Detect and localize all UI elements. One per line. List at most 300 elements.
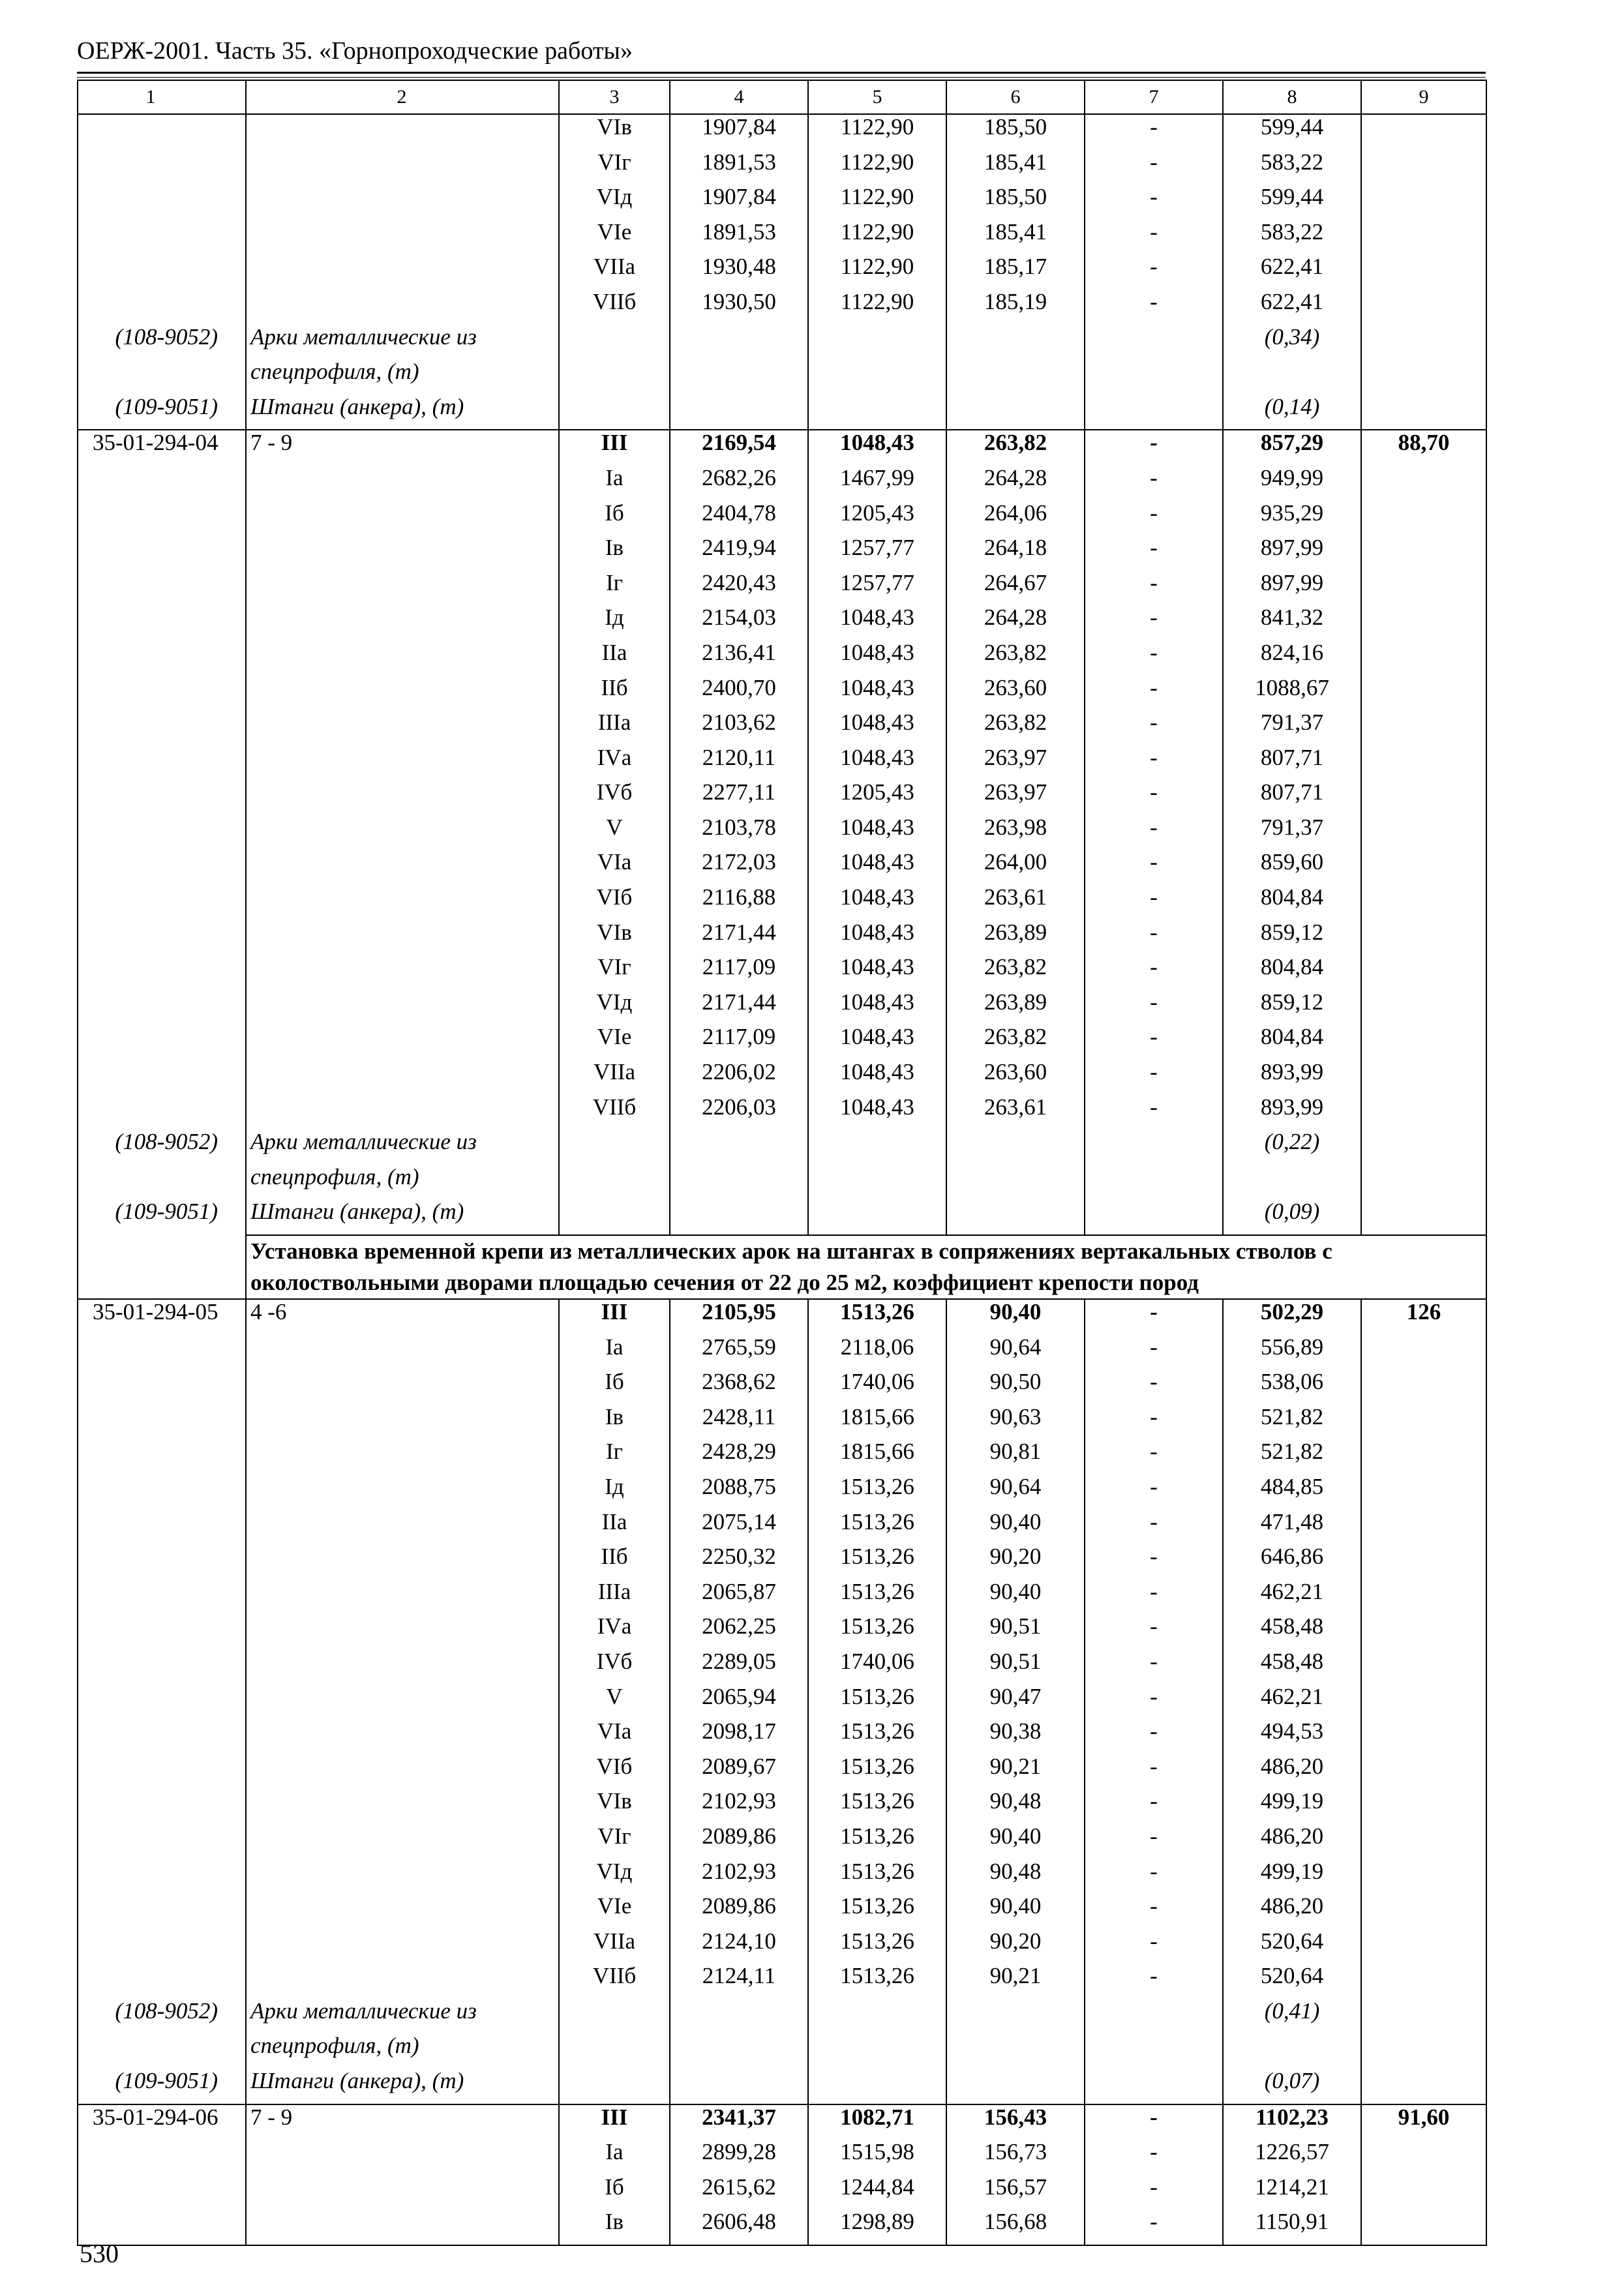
direct-cost: 2117,09 xyxy=(670,955,808,990)
rock-hardness xyxy=(246,1614,559,1649)
rock-hardness xyxy=(246,1719,559,1754)
materials-cost: 599,44 xyxy=(1223,185,1361,220)
machine-operation: 263,61 xyxy=(946,885,1085,920)
direct-cost: 2428,11 xyxy=(670,1405,808,1440)
empty-cell xyxy=(1223,2033,1361,2069)
column-header-2: 2 xyxy=(246,80,559,114)
wages: 1048,43 xyxy=(808,430,946,466)
machine-operation: 263,82 xyxy=(946,1025,1085,1060)
rock-hardness xyxy=(246,815,559,850)
materials-cost: 1102,23 xyxy=(1223,2104,1361,2140)
labor-cost xyxy=(1361,1684,1486,1720)
rock-hardness xyxy=(246,2209,559,2245)
labor-cost xyxy=(1361,1060,1486,1095)
price-code xyxy=(78,2140,246,2175)
machine-operation: 90,48 xyxy=(946,1789,1085,1824)
machinist-wages: - xyxy=(1085,535,1223,571)
empty-cell xyxy=(1085,2069,1223,2104)
wages: 1048,43 xyxy=(808,990,946,1025)
machinist-wages: - xyxy=(1085,780,1223,815)
materials-cost: 583,22 xyxy=(1223,150,1361,185)
direct-cost: 2404,78 xyxy=(670,501,808,536)
material-code: (109-9051) xyxy=(78,395,246,430)
region-class: III xyxy=(559,430,670,466)
labor-cost xyxy=(1361,1859,1486,1894)
empty-cell xyxy=(670,395,808,430)
material-row xyxy=(78,395,1486,430)
labor-cost xyxy=(1361,1964,1486,1999)
labor-cost xyxy=(1361,1510,1486,1545)
empty-cell xyxy=(559,395,670,430)
price-code xyxy=(78,1684,246,1720)
machinist-wages: - xyxy=(1085,150,1223,185)
labor-cost xyxy=(1361,254,1486,290)
material-row xyxy=(78,1999,1486,2034)
wages: 1048,43 xyxy=(808,815,946,850)
rock-hardness xyxy=(246,710,559,745)
region-class: Iд xyxy=(559,605,670,640)
machine-operation: 90,64 xyxy=(946,1335,1085,1370)
machinist-wages: - xyxy=(1085,1754,1223,1789)
machinist-wages: - xyxy=(1085,1579,1223,1615)
empty-cell xyxy=(946,2069,1085,2104)
section-title-row xyxy=(78,1235,1486,1299)
machine-operation: 156,73 xyxy=(946,2140,1085,2175)
price-code xyxy=(78,1649,246,1684)
materials-cost: 841,32 xyxy=(1223,605,1361,640)
column-header-row xyxy=(78,80,1486,114)
labor-cost xyxy=(1361,1335,1486,1370)
column-header-6: 6 xyxy=(946,80,1085,114)
machine-operation: 90,40 xyxy=(946,1579,1085,1615)
empty-cell xyxy=(1085,359,1223,395)
direct-cost: 2682,26 xyxy=(670,466,808,501)
wages: 1513,26 xyxy=(808,1510,946,1545)
materials-cost: 494,53 xyxy=(1223,1719,1361,1754)
rock-hardness xyxy=(246,254,559,290)
materials-cost: 1226,57 xyxy=(1223,2140,1361,2175)
wages: 1513,26 xyxy=(808,1894,946,1929)
materials-cost: 897,99 xyxy=(1223,571,1361,606)
region-class: Iа xyxy=(559,466,670,501)
empty-cell xyxy=(946,395,1085,430)
column-header-1: 1 xyxy=(78,80,246,114)
table-row xyxy=(78,605,1486,640)
material-quantity: (0,41) xyxy=(1223,1999,1361,2034)
region-class: VIд xyxy=(559,990,670,1025)
table-row xyxy=(78,1474,1486,1510)
region-class: VIб xyxy=(559,1754,670,1789)
region-class: Iа xyxy=(559,2140,670,2175)
wages: 2118,06 xyxy=(808,1335,946,1370)
material-name-continuation: спецпрофиля, (т) xyxy=(246,1165,559,1200)
materials-cost: 1088,67 xyxy=(1223,676,1361,711)
column-header-4: 4 xyxy=(670,80,808,114)
rock-hardness xyxy=(246,1369,559,1405)
price-code xyxy=(78,710,246,745)
wages: 1122,90 xyxy=(808,220,946,255)
machinist-wages: - xyxy=(1085,1025,1223,1060)
region-class: VIIб xyxy=(559,290,670,325)
rock-hardness xyxy=(246,1859,559,1894)
region-class: Iд xyxy=(559,1474,670,1510)
machine-operation: 90,50 xyxy=(946,1369,1085,1405)
region-class: III xyxy=(559,1299,670,1335)
machine-operation: 264,28 xyxy=(946,605,1085,640)
table-row xyxy=(78,535,1486,571)
price-code xyxy=(78,254,246,290)
machinist-wages: - xyxy=(1085,1405,1223,1440)
region-class: IVа xyxy=(559,1614,670,1649)
region-class: Iв xyxy=(559,535,670,571)
machine-operation: 263,61 xyxy=(946,1095,1085,1130)
machine-operation: 90,20 xyxy=(946,1929,1085,1964)
column-header-9: 9 xyxy=(1361,80,1486,114)
machinist-wages: - xyxy=(1085,466,1223,501)
material-name: Арки металлические из xyxy=(246,1130,559,1165)
wages: 1048,43 xyxy=(808,1025,946,1060)
empty-cell xyxy=(808,1199,946,1235)
price-code xyxy=(78,114,246,150)
machinist-wages: - xyxy=(1085,1649,1223,1684)
labor-cost xyxy=(1361,466,1486,501)
price-code xyxy=(78,1824,246,1859)
labor-cost xyxy=(1361,850,1486,885)
column-header-5: 5 xyxy=(808,80,946,114)
labor-cost xyxy=(1361,885,1486,920)
rock-hardness xyxy=(246,1095,559,1130)
direct-cost: 2105,95 xyxy=(670,1299,808,1335)
table-row xyxy=(78,885,1486,920)
wages: 1467,99 xyxy=(808,466,946,501)
machinist-wages: - xyxy=(1085,220,1223,255)
material-code: (109-9051) xyxy=(78,2069,246,2104)
labor-cost xyxy=(1361,1025,1486,1060)
direct-cost: 2098,17 xyxy=(670,1719,808,1754)
price-code xyxy=(78,1510,246,1545)
price-code xyxy=(78,1929,246,1964)
table-row xyxy=(78,1789,1486,1824)
direct-cost: 2062,25 xyxy=(670,1614,808,1649)
materials-cost: 824,16 xyxy=(1223,640,1361,676)
machinist-wages: - xyxy=(1085,1789,1223,1824)
direct-cost: 2419,94 xyxy=(670,535,808,571)
machine-operation: 264,06 xyxy=(946,501,1085,536)
wages: 1122,90 xyxy=(808,185,946,220)
machine-operation: 263,97 xyxy=(946,780,1085,815)
region-class: IIIа xyxy=(559,710,670,745)
materials-cost: 538,06 xyxy=(1223,1369,1361,1405)
price-code xyxy=(78,1474,246,1510)
region-class: Iб xyxy=(559,2175,670,2210)
materials-cost: 556,89 xyxy=(1223,1335,1361,1370)
region-class: VIIа xyxy=(559,1060,670,1095)
materials-cost: 521,82 xyxy=(1223,1405,1361,1440)
price-code xyxy=(78,1060,246,1095)
table-row xyxy=(78,780,1486,815)
wages: 1048,43 xyxy=(808,1060,946,1095)
machine-operation: 264,28 xyxy=(946,466,1085,501)
price-code xyxy=(78,1754,246,1789)
empty-cell xyxy=(1361,395,1486,430)
labor-cost xyxy=(1361,220,1486,255)
rock-hardness xyxy=(246,1894,559,1929)
direct-cost: 2102,93 xyxy=(670,1859,808,1894)
materials-cost: 499,19 xyxy=(1223,1789,1361,1824)
machinist-wages: - xyxy=(1085,1544,1223,1579)
wages: 1048,43 xyxy=(808,710,946,745)
price-code xyxy=(78,990,246,1025)
region-class: IIIа xyxy=(559,1579,670,1615)
materials-cost: 1214,21 xyxy=(1223,2175,1361,2210)
labor-cost xyxy=(1361,2175,1486,2210)
empty-cell xyxy=(670,1999,808,2034)
materials-cost: 857,29 xyxy=(1223,430,1361,466)
wages: 1515,98 xyxy=(808,2140,946,2175)
table-row xyxy=(78,1369,1486,1405)
material-code: (108-9052) xyxy=(78,1999,246,2034)
empty-cell xyxy=(808,325,946,360)
direct-cost: 2250,32 xyxy=(670,1544,808,1579)
empty-cell xyxy=(808,1130,946,1165)
machine-operation: 264,67 xyxy=(946,571,1085,606)
labor-cost xyxy=(1361,1649,1486,1684)
material-name-continuation: спецпрофиля, (т) xyxy=(246,2033,559,2069)
region-class: Iб xyxy=(559,501,670,536)
materials-cost: 949,99 xyxy=(1223,466,1361,501)
machine-operation: 156,68 xyxy=(946,2209,1085,2245)
labor-cost xyxy=(1361,1894,1486,1929)
table-row xyxy=(78,640,1486,676)
price-code xyxy=(78,1719,246,1754)
machine-operation: 90,21 xyxy=(946,1754,1085,1789)
rock-hardness xyxy=(246,1929,559,1964)
region-class: VIIа xyxy=(559,254,670,290)
machinist-wages: - xyxy=(1085,1510,1223,1545)
material-row xyxy=(78,2069,1486,2104)
machine-operation: 185,17 xyxy=(946,254,1085,290)
direct-cost: 2289,05 xyxy=(670,1649,808,1684)
wages: 1513,26 xyxy=(808,1684,946,1720)
machine-operation: 263,82 xyxy=(946,640,1085,676)
price-code xyxy=(78,571,246,606)
materials-cost: 893,99 xyxy=(1223,1095,1361,1130)
rock-hardness xyxy=(246,1789,559,1824)
materials-cost: 458,48 xyxy=(1223,1614,1361,1649)
wages: 1815,66 xyxy=(808,1405,946,1440)
region-class: Iг xyxy=(559,1439,670,1474)
empty-cell xyxy=(670,1199,808,1235)
rock-hardness xyxy=(246,2175,559,2210)
rock-hardness xyxy=(246,745,559,781)
rock-hardness: 7 - 9 xyxy=(246,430,559,466)
wages: 1513,26 xyxy=(808,1824,946,1859)
rock-hardness xyxy=(246,605,559,640)
materials-cost: 458,48 xyxy=(1223,1649,1361,1684)
material-row xyxy=(78,1199,1486,1235)
machinist-wages: - xyxy=(1085,1929,1223,1964)
wages: 1513,26 xyxy=(808,1614,946,1649)
wages: 1048,43 xyxy=(808,850,946,885)
machine-operation: 90,64 xyxy=(946,1474,1085,1510)
materials-cost: 859,12 xyxy=(1223,920,1361,955)
empty-cell xyxy=(559,2069,670,2104)
machine-operation: 90,40 xyxy=(946,1299,1085,1335)
materials-cost: 807,71 xyxy=(1223,780,1361,815)
direct-cost: 2089,67 xyxy=(670,1754,808,1789)
table-row xyxy=(78,254,1486,290)
labor-cost xyxy=(1361,114,1486,150)
price-code xyxy=(78,920,246,955)
page-number: 530 xyxy=(80,2239,119,2268)
price-code xyxy=(78,1789,246,1824)
region-class: IVа xyxy=(559,745,670,781)
material-name: Штанги (анкера), (т) xyxy=(246,1199,559,1235)
table-row xyxy=(78,1719,1486,1754)
table-row xyxy=(78,990,1486,1025)
empty-cell xyxy=(946,2033,1085,2069)
wages: 1298,89 xyxy=(808,2209,946,2245)
materials-cost: 859,12 xyxy=(1223,990,1361,1025)
empty-cell xyxy=(670,325,808,360)
wages: 1244,84 xyxy=(808,2175,946,2210)
machinist-wages: - xyxy=(1085,815,1223,850)
machinist-wages: - xyxy=(1085,1060,1223,1095)
labor-cost xyxy=(1361,150,1486,185)
machinist-wages: - xyxy=(1085,1369,1223,1405)
labor-cost xyxy=(1361,290,1486,325)
empty-cell xyxy=(78,2033,246,2069)
machinist-wages: - xyxy=(1085,885,1223,920)
price-code xyxy=(78,150,246,185)
wages: 1513,26 xyxy=(808,1789,946,1824)
machine-operation: 90,51 xyxy=(946,1614,1085,1649)
rock-hardness xyxy=(246,1474,559,1510)
material-code: (109-9051) xyxy=(78,1199,246,1235)
wages: 1048,43 xyxy=(808,605,946,640)
materials-cost: 1150,91 xyxy=(1223,2209,1361,2245)
empty-cell xyxy=(559,1199,670,1235)
empty-cell xyxy=(559,325,670,360)
region-class: IVб xyxy=(559,780,670,815)
machinist-wages: - xyxy=(1085,1894,1223,1929)
empty-cell xyxy=(559,2033,670,2069)
direct-cost: 2172,03 xyxy=(670,850,808,885)
region-class: VIг xyxy=(559,955,670,990)
labor-cost xyxy=(1361,501,1486,536)
price-code xyxy=(78,1544,246,1579)
table-row xyxy=(78,1095,1486,1130)
machine-operation: 90,48 xyxy=(946,1859,1085,1894)
empty-cell xyxy=(946,1199,1085,1235)
rock-hardness xyxy=(246,676,559,711)
direct-cost: 1891,53 xyxy=(670,150,808,185)
region-class: VIе xyxy=(559,1894,670,1929)
table-row xyxy=(78,220,1486,255)
materials-cost: 646,86 xyxy=(1223,1544,1361,1579)
empty-cell xyxy=(559,1130,670,1165)
table-row xyxy=(78,676,1486,711)
region-class: VIб xyxy=(559,885,670,920)
price-code xyxy=(78,1405,246,1440)
region-class: VIв xyxy=(559,1789,670,1824)
empty-cell xyxy=(670,1130,808,1165)
price-code xyxy=(78,535,246,571)
rock-hardness xyxy=(246,290,559,325)
rock-hardness xyxy=(246,1579,559,1615)
wages: 1513,26 xyxy=(808,1579,946,1615)
price-code xyxy=(78,885,246,920)
rock-hardness xyxy=(246,1060,559,1095)
price-code xyxy=(78,2175,246,2210)
direct-cost: 2124,11 xyxy=(670,1964,808,1999)
empty-cell xyxy=(670,2069,808,2104)
rock-hardness xyxy=(246,640,559,676)
empty-cell xyxy=(1085,1199,1223,1235)
material-row-continuation xyxy=(78,359,1486,395)
price-code xyxy=(78,1439,246,1474)
wages: 1048,43 xyxy=(808,1095,946,1130)
table-row xyxy=(78,955,1486,990)
machinist-wages: - xyxy=(1085,1964,1223,1999)
table-row xyxy=(78,1614,1486,1649)
price-code: 35-01-294-04 xyxy=(78,430,246,466)
machine-operation: 263,89 xyxy=(946,990,1085,1025)
region-class: VIд xyxy=(559,185,670,220)
material-row-continuation xyxy=(78,1165,1486,1200)
labor-cost xyxy=(1361,990,1486,1025)
column-header-7: 7 xyxy=(1085,80,1223,114)
rock-hardness xyxy=(246,1964,559,1999)
machinist-wages: - xyxy=(1085,745,1223,781)
machine-operation: 263,98 xyxy=(946,815,1085,850)
table-row xyxy=(78,2140,1486,2175)
machinist-wages: - xyxy=(1085,640,1223,676)
machine-operation: 264,18 xyxy=(946,535,1085,571)
direct-cost: 1930,48 xyxy=(670,254,808,290)
empty-cell xyxy=(808,1165,946,1200)
wages: 1082,71 xyxy=(808,2104,946,2140)
rock-hardness xyxy=(246,955,559,990)
region-class: Iв xyxy=(559,2209,670,2245)
price-code xyxy=(78,466,246,501)
direct-cost: 2075,14 xyxy=(670,1510,808,1545)
region-class: V xyxy=(559,815,670,850)
direct-cost: 2117,09 xyxy=(670,1025,808,1060)
table-row xyxy=(78,2175,1486,2210)
direct-cost: 2088,75 xyxy=(670,1474,808,1510)
materials-cost: 521,82 xyxy=(1223,1439,1361,1474)
column-header-8: 8 xyxy=(1223,80,1361,114)
machine-operation: 263,82 xyxy=(946,710,1085,745)
labor-cost xyxy=(1361,640,1486,676)
region-class: VIIб xyxy=(559,1095,670,1130)
direct-cost: 2206,02 xyxy=(670,1060,808,1095)
materials-cost: 471,48 xyxy=(1223,1510,1361,1545)
labor-cost xyxy=(1361,1369,1486,1405)
labor-cost xyxy=(1361,1789,1486,1824)
labor-cost xyxy=(1361,1929,1486,1964)
machinist-wages: - xyxy=(1085,850,1223,885)
rock-hardness xyxy=(246,885,559,920)
machine-operation: 264,00 xyxy=(946,850,1085,885)
header-rule-thin xyxy=(77,77,1486,78)
machinist-wages: - xyxy=(1085,254,1223,290)
region-class: IVб xyxy=(559,1649,670,1684)
wages: 1257,77 xyxy=(808,571,946,606)
region-class: VIд xyxy=(559,1859,670,1894)
price-code xyxy=(78,185,246,220)
